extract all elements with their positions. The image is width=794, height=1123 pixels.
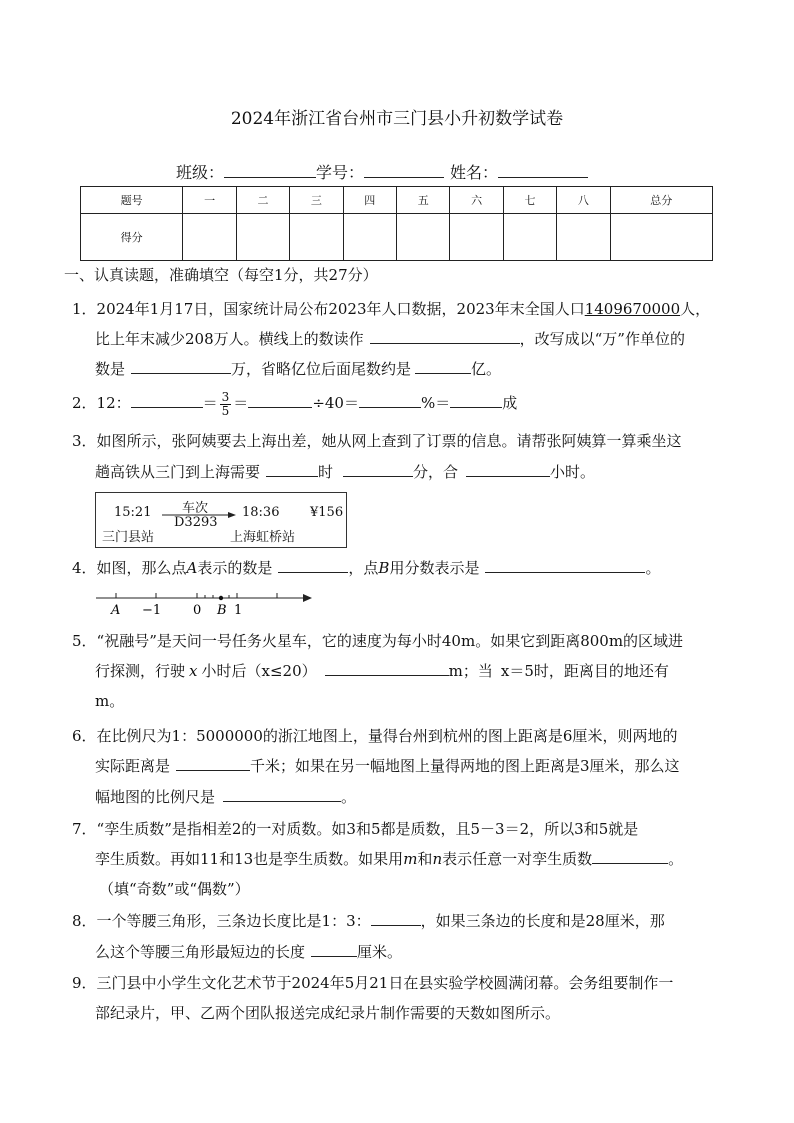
exam-title: 2024年浙江省台州市三门县小升初数学试卷: [230, 109, 564, 129]
question-3-line-2: [95, 457, 595, 488]
numline-label: A: [111, 603, 121, 618]
score-header: 四: [343, 187, 396, 214]
answer-blank[interactable]: [131, 359, 231, 374]
variable-n: n: [432, 850, 443, 868]
q8-text: 厘米。: [357, 943, 403, 961]
id-blank[interactable]: [364, 163, 444, 178]
question-7-line-2: [95, 844, 683, 875]
train-label: 车次: [182, 501, 209, 516]
q1-text: 人，: [680, 300, 711, 318]
answer-blank[interactable]: [248, 393, 312, 408]
score-cell[interactable]: [503, 214, 556, 261]
train-ticket: [95, 492, 347, 548]
fraction: [220, 391, 232, 418]
q6-text: 实际距离是: [95, 757, 171, 775]
q1-text: 亿。: [471, 360, 502, 378]
question-1-line-3: [95, 354, 501, 385]
question-6-line-1: 6．在比例尺为1：5000000的浙江地图上，量得台州到杭州的图上距离是6厘米，则两地的: [72, 727, 678, 745]
numline-label: −1: [142, 603, 162, 618]
q6-text: 千米；如果在另一幅地图上量得两地的图上距离是3厘米，那么这: [250, 757, 680, 775]
depart-time: 15:21: [114, 505, 152, 520]
score-row-label: 得分: [81, 214, 183, 261]
question-8-line-1: [72, 906, 665, 937]
q5-text: 小时后（: [201, 662, 262, 680]
question-8-line-2: [95, 937, 402, 968]
q3-text: 趟高铁从三门到上海需要: [95, 463, 261, 481]
score-header: 题号: [81, 187, 183, 214]
answer-blank[interactable]: [311, 942, 357, 957]
question-2: [72, 388, 517, 419]
question-7-line-1: 7．“孪生质数”是指相差2的一对质数。如3和5都是质数，且5－3＝2，所以3和5就是: [72, 820, 639, 838]
variable-x: x: [189, 662, 198, 680]
class-blank[interactable]: [224, 163, 316, 178]
question-6-line-3: [95, 782, 356, 813]
train-number: D3293: [174, 515, 218, 530]
student-info: [176, 160, 588, 183]
question-3-line-1: 3．如图所示，张阿姨要去上海出差，她从网上查到了订票的信息。请帮张阿姨算一算乘坐这: [72, 432, 682, 450]
question-5-line-2: [95, 656, 669, 687]
q3-text: 分，合: [413, 463, 459, 481]
answer-blank[interactable]: [131, 393, 203, 408]
q8-text: 8．一个等腰三角形，三条边长度比是1：3：: [72, 912, 371, 930]
name-label: 姓名：: [450, 163, 499, 182]
answer-blank[interactable]: [415, 359, 471, 374]
number-line-ticks: [116, 593, 277, 598]
score-header: 总分: [610, 187, 712, 214]
class-label: 班级：: [176, 163, 225, 182]
answer-blank[interactable]: [371, 911, 421, 926]
depart-station: 三门县站: [102, 530, 155, 545]
score-cell[interactable]: [396, 214, 449, 261]
q7-text: 。: [668, 850, 684, 868]
question-5-line-1: 5．“祝融号”是天问一号任务火星车，它的速度为每小时40m。如果它到距离800m的区域进: [72, 632, 684, 650]
score-header: 二: [236, 187, 289, 214]
numline-label: 0: [193, 603, 202, 618]
point-b-dot: [219, 596, 223, 600]
arrive-time: 18:36: [242, 505, 280, 520]
name-blank[interactable]: [498, 163, 588, 178]
q6-text: 幅地图的比例尺是: [95, 788, 216, 806]
question-7-line-3: （填“奇数”或“偶数”）: [99, 880, 250, 898]
question-9-line-1: 9．三门县中小学生文化艺术节于2024年5月21日在县实验学校圆满闭幕。会务组要制作一: [72, 974, 674, 992]
q1-text: 数是: [95, 360, 126, 378]
q5-text: m；当: [448, 662, 493, 680]
number-line-arrow: [303, 594, 312, 602]
q2-text: 2．12：: [72, 394, 131, 412]
score-header: 三: [290, 187, 343, 214]
score-cell[interactable]: [450, 214, 503, 261]
q8-text: 么这个等腰三角形最短边的长度: [95, 943, 306, 961]
variable-m: m: [403, 850, 418, 868]
answer-blank[interactable]: [278, 558, 348, 573]
q4-text: 4．如图，那么点: [72, 559, 187, 577]
score-header: 五: [396, 187, 449, 214]
q3-text: 小时。: [550, 463, 596, 481]
question-6-line-2: [95, 751, 680, 782]
ticket-price: ¥156: [310, 505, 344, 520]
q4-text: 。: [645, 559, 661, 577]
q2-text: ÷40＝: [312, 394, 359, 412]
answer-blank[interactable]: [223, 787, 341, 802]
score-header: 八: [557, 187, 610, 214]
question-1-line-2: [95, 324, 685, 355]
q2-text: 成: [502, 394, 518, 412]
score-cell[interactable]: [557, 214, 610, 261]
answer-blank[interactable]: [176, 756, 250, 771]
numline-label: B: [217, 603, 227, 618]
q7-text: 和: [417, 850, 433, 868]
fraction-numerator: 3: [221, 389, 230, 404]
question-9-line-2: 部纪录片，甲、乙两个团队报送完成纪录片制作需要的天数如图所示。: [95, 1004, 561, 1022]
score-cell[interactable]: [343, 214, 396, 261]
numline-label: 1: [234, 603, 243, 618]
answer-blank[interactable]: [370, 329, 520, 344]
q1-text: 万，省略亿位后面尾数约是: [231, 360, 412, 378]
q4-text: ，点: [348, 559, 379, 577]
question-4: [72, 553, 660, 584]
q1-text: 比上年末减少208万人。横线上的数读作: [95, 330, 364, 348]
q5-text: 行探测，行驶: [95, 662, 186, 680]
score-header: 一: [183, 187, 236, 214]
id-label: 学号：: [316, 163, 365, 182]
q7-text: 孪生质数。再如11和13也是孪生质数。如果用: [95, 850, 404, 868]
question-5-line-3: m。: [95, 692, 125, 710]
q5-text: x≤20）: [261, 662, 317, 680]
q1-underlined-number: 1409670000: [584, 300, 681, 318]
q2-text: %＝: [420, 394, 451, 412]
score-table: [80, 186, 713, 261]
answer-blank[interactable]: [343, 462, 413, 477]
answer-blank[interactable]: [359, 393, 421, 408]
fraction-denominator: 5: [221, 403, 230, 418]
q3-text: 时: [318, 463, 334, 481]
score-cell[interactable]: [236, 214, 289, 261]
q2-text: ＝: [202, 394, 218, 412]
score-cell[interactable]: [290, 214, 343, 261]
q4-text: 用分数表示是: [389, 559, 480, 577]
q1-text: 1．2024年1月17日，国家统计局公布2023年人口数据，2023年末全国人口: [72, 300, 585, 318]
number-line: [92, 590, 322, 622]
q1-text: ，改写成以“万”作单位的: [519, 330, 685, 348]
q2-text: ＝: [233, 394, 249, 412]
q6-text: 。: [341, 788, 357, 806]
score-header: 六: [450, 187, 503, 214]
question-1-line-1: [72, 294, 710, 325]
arrive-station: 上海虹桥站: [230, 530, 296, 545]
answer-blank[interactable]: [266, 462, 318, 477]
answer-blank[interactable]: [592, 849, 668, 864]
q8-text: ，如果三条边的长度和是28厘米，那: [420, 912, 665, 930]
answer-blank[interactable]: [485, 558, 645, 573]
answer-blank[interactable]: [450, 393, 502, 408]
score-header: 七: [503, 187, 556, 214]
q7-text: 表示任意一对孪生质数: [442, 850, 593, 868]
score-cell[interactable]: [183, 214, 236, 261]
point-b-label: B: [378, 559, 390, 577]
q4-text: 表示的数是: [197, 559, 273, 577]
section-heading: 一、认真读题，准确填空（每空1分，共27分）: [64, 266, 378, 284]
answer-blank[interactable]: [466, 462, 550, 477]
q5-text: x＝5时，距离目的地还有: [500, 662, 669, 680]
score-cell[interactable]: [610, 214, 712, 261]
point-a-label: A: [186, 559, 198, 577]
answer-blank[interactable]: [325, 661, 449, 676]
